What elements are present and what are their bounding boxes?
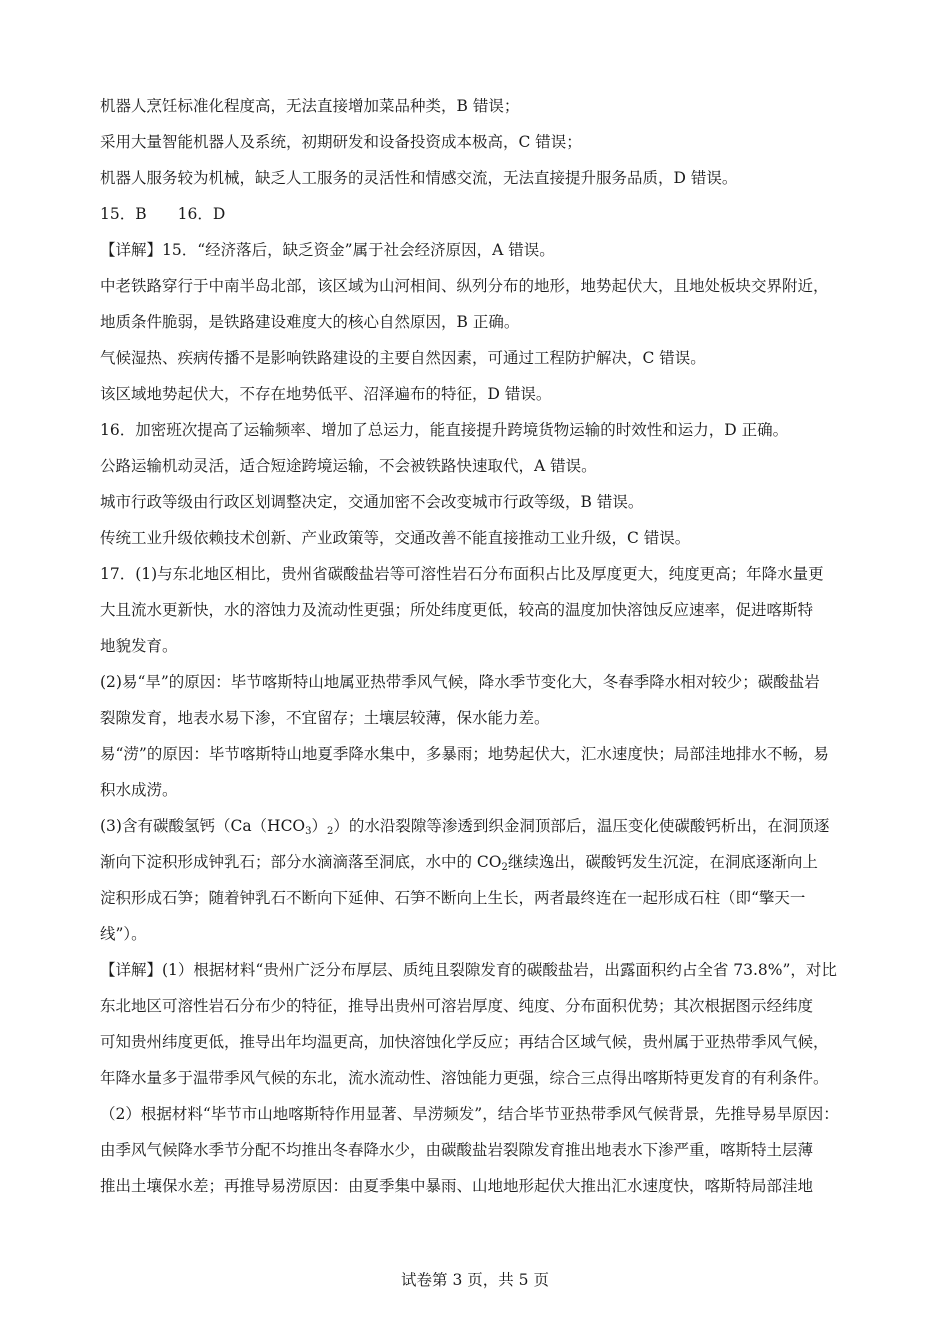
formula-post: ）的水沿裂隙等渗透到织金洞顶部后，温压变化使碳酸钙析出，在洞顶逐 xyxy=(333,817,830,835)
text-line: 中老铁路穿行于中南半岛北部，该区域为山河相间、纵列分布的地形，地势起伏大，且地处板块交界附近， xyxy=(100,277,829,295)
text-line: 易“涝”的原因：毕节喀斯特山地夏季降水集中，多暴雨；地势起伏大，汇水速度快；局部洼地排水不畅，易 xyxy=(100,745,829,763)
formula-subscript: 2 xyxy=(327,826,334,836)
text-line-formula xyxy=(100,852,860,872)
text-line: 地貌发育。 xyxy=(100,637,178,655)
formula-subscript: 3 xyxy=(305,826,312,836)
page-footer: 试卷第 3 页，共 5 页 xyxy=(401,1271,549,1289)
text-line: 地质条件脆弱，是铁路建设难度大的核心自然原因，B 正确。 xyxy=(100,313,520,331)
answer-content xyxy=(100,96,860,1212)
text-line: 传统工业升级依赖技术创新、产业政策等，交通改善不能直接推动工业升级，C 错误。 xyxy=(100,529,691,547)
text-line: （2）根据材料“毕节市山地喀斯特作用显著、旱涝频发”，结合毕节亚热带季风气候背景，先推导易旱原因： xyxy=(100,1105,839,1123)
text-line: 公路运输机动灵活，适合短途跨境运输，不会被铁路快速取代，A 错误。 xyxy=(100,457,597,475)
formula-pre: (3)含有碳酸氢钙（Ca（HCO xyxy=(100,817,306,835)
text-line: 【详解】15．“经济落后，缺乏资金”属于社会经济原因，A 错误。 xyxy=(100,241,555,259)
formula-pre: 渐向下淀积形成钟乳石；部分水滴滴落至洞底，水中的 CO xyxy=(100,853,502,871)
text-line: 线”）。 xyxy=(100,925,147,943)
text-line: 大且流水更新快，水的溶蚀力及流动性更强；所处纬度更低，较高的温度加快溶蚀反应速率，促进喀斯特 xyxy=(100,601,814,619)
text-line: (2)易“旱”的原因：毕节喀斯特山地属亚热带季风气候，降水季节变化大，冬春季降水相对较少；碳酸盐岩 xyxy=(100,673,820,691)
text-line: 机器人服务较为机械，缺乏人工服务的灵活性和情感交流，无法直接提升服务品质，D 错误。 xyxy=(100,169,738,187)
formula-subscript: 2 xyxy=(501,862,508,872)
text-line: 可知贵州纬度更低，推导出年均温更高，加快溶蚀化学反应；再结合区域气候，贵州属于亚热带季风气候， xyxy=(100,1033,829,1051)
text-line: 机器人烹饪标准化程度高，无法直接增加菜品种类，B 错误； xyxy=(100,97,520,115)
text-line: 城市行政等级由行政区划调整决定，交通加密不会改变城市行政等级，B 错误。 xyxy=(100,493,644,511)
text-line: 裂隙发育，地表水易下渗，不宜留存；土壤层较薄，保水能力差。 xyxy=(100,709,550,727)
text-line: 17．(1)与东北地区相比，贵州省碳酸盐岩等可溶性岩石分布面积占比及厚度更大，纯度更高；年降水量更 xyxy=(100,565,824,583)
text-line: 淀积形成石笋；随着钟乳石不断向下延伸、石笋不断向上生长，两者最终连在一起形成石柱（即“擎天一 xyxy=(100,889,806,907)
text-line: 气候湿热、疾病传播不是影响铁路建设的主要自然因素，可通过工程防护解决，C 错误。 xyxy=(100,349,706,367)
text-line: 推出土壤保水差；再推导易涝原因：由夏季集中暴雨、山地地形起伏大推出汇水速度快，喀斯特局部洼地 xyxy=(100,1177,814,1195)
text-line: 东北地区可溶性岩石分布少的特征，推导出贵州可溶岩厚度、纯度、分布面积优势；其次根据图示经纬度 xyxy=(100,997,814,1015)
text-line: 积水成涝。 xyxy=(100,781,178,799)
text-line: 年降水量多于温带季风气候的东北，流水流动性、溶蚀能力更强，综合三点得出喀斯特更发育的有利条件。 xyxy=(100,1069,829,1087)
answer-key-line: 15．B 16．D xyxy=(100,205,226,223)
text-line: 16．加密班次提高了运输频率、增加了总运力，能直接提升跨境货物运输的时效性和运力，D 正确。 xyxy=(100,421,789,439)
text-line: 采用大量智能机器人及系统，初期研发和设备投资成本极高，C 错误； xyxy=(100,133,582,151)
text-line: 【详解】(1）根据材料“贵州广泛分布厚层、质纯且裂隙发育的碳酸盐岩，出露面积约占全省 73.8%”，对比 xyxy=(100,961,837,979)
text-line: 由季风气候降水季节分配不均推出冬春降水少，由碳酸盐岩裂隙发育推出地表水下渗严重，喀斯特土层薄 xyxy=(100,1141,814,1159)
text-line-formula xyxy=(100,816,860,836)
formula-mid: ） xyxy=(311,817,328,835)
formula-post: 继续逸出，碳酸钙发生沉淀，在洞底逐渐向上 xyxy=(507,853,818,871)
text-line: 该区域地势起伏大，不存在地势低平、沼泽遍布的特征，D 错误。 xyxy=(100,385,552,403)
